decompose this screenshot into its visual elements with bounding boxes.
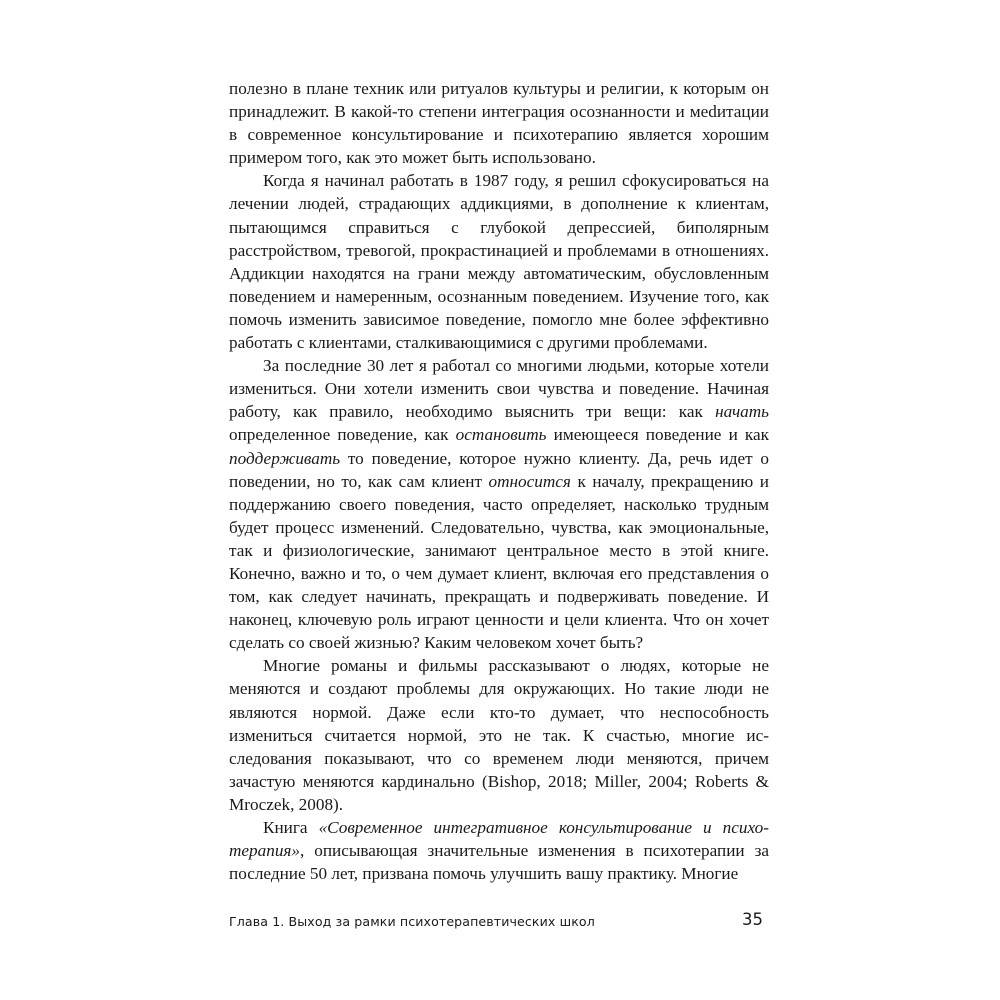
page-footer (229, 910, 769, 936)
running-head: Глава 1. Выход за рамки психотерапевтических школ (229, 914, 595, 929)
paragraph-4: Многие романы и фильмы рассказывают о людях, которые не меняются и создают проблемы для окружающих. Но такие люди не являются нормой. Даже если кто-то думает, что неспособность измениться считается нормой, это не так. К счастью, многие исследования показывают, что со временем люди меняются, причем зачастую меняются кардинально (Bishop, 2018; Miller, 2004; Roberts & Mroczek, 2008). (229, 656, 769, 814)
emphasis-start: начать (715, 402, 769, 422)
paragraph-5 (229, 816, 769, 885)
page-number: 35 (742, 910, 763, 929)
paragraph-3-text-4: то поведение, которое нужно клиенту. Да, речь идет о поведении, но то, как сам клиент (229, 448, 769, 491)
paragraph-2: Когда я начинал работать в 1987 году, я решил сфокусироваться на лечении людей, страдающих аддикциями, в дополнение к клиентам, пытающимся справиться с глубокой депрессией, биполярным расстройством, тревогой, прокрастинацией и проблемами в отношениях. Аддикции находятся на грани между автоматическим, обусловленным поведением и намеренным, осознанным поведением. Изучение того, как помочь изменить зависимое поведение, помогло мне более эффективно работать с клиентами, сталкивающимися с другими проблемами. (229, 171, 769, 353)
body-text (229, 77, 769, 885)
paragraph-3-text-2: определенное поведение, как (229, 425, 456, 445)
paragraph-1: полезно в плане техник или ритуалов культуры и религии, к которым он принадлежит. В какой-то степени интеграция осознанности и меdитации в современное консультирование и психотерапию является хорошим примером того, как это может быть использовано. (229, 79, 769, 168)
emphasis-relates: относится (488, 471, 571, 491)
paragraph-3-text-1: За последние 30 лет я работал со многими людьми, которые хотели измениться. Они хотели изменить свои чувства и поведение. Начиная работу, как правило, необходимо выяснить три вещи: как (229, 356, 769, 422)
paragraph-5-text-1: Книга (263, 818, 319, 837)
paragraph-5-text-2: , описывающая значительные изменения в психотерапии за последние 50 лет, призвана помочь улучшить вашу практику. Многие (229, 841, 769, 884)
emphasis-maintain: поддерживать (229, 448, 341, 468)
paragraph-3-text-3: имеющееся поведение и как (546, 425, 769, 445)
paragraph-3-text-5: к началу, прекращению и поддержанию своего поведения, часто определяет, насколько трудным будет процесс изменений. Следовательно, чувства, как эмоциональные, так и физиологические, занимают центральное место в этой книге. Конечно, важно и то, о чем думает клиент, включая его представления о том, как следует начинать, прекращать и подверживать поведение. И наконец, ключевую роль играют ценности и цели клиента. Что он хочет сделать со своей жизнью? Каким человеком хочет быть? (229, 471, 769, 653)
book-title: «Современное интегративное консультирование и психотерапия» (229, 818, 769, 861)
paragraph-3 (229, 354, 769, 654)
emphasis-stop: остановить (455, 425, 547, 445)
